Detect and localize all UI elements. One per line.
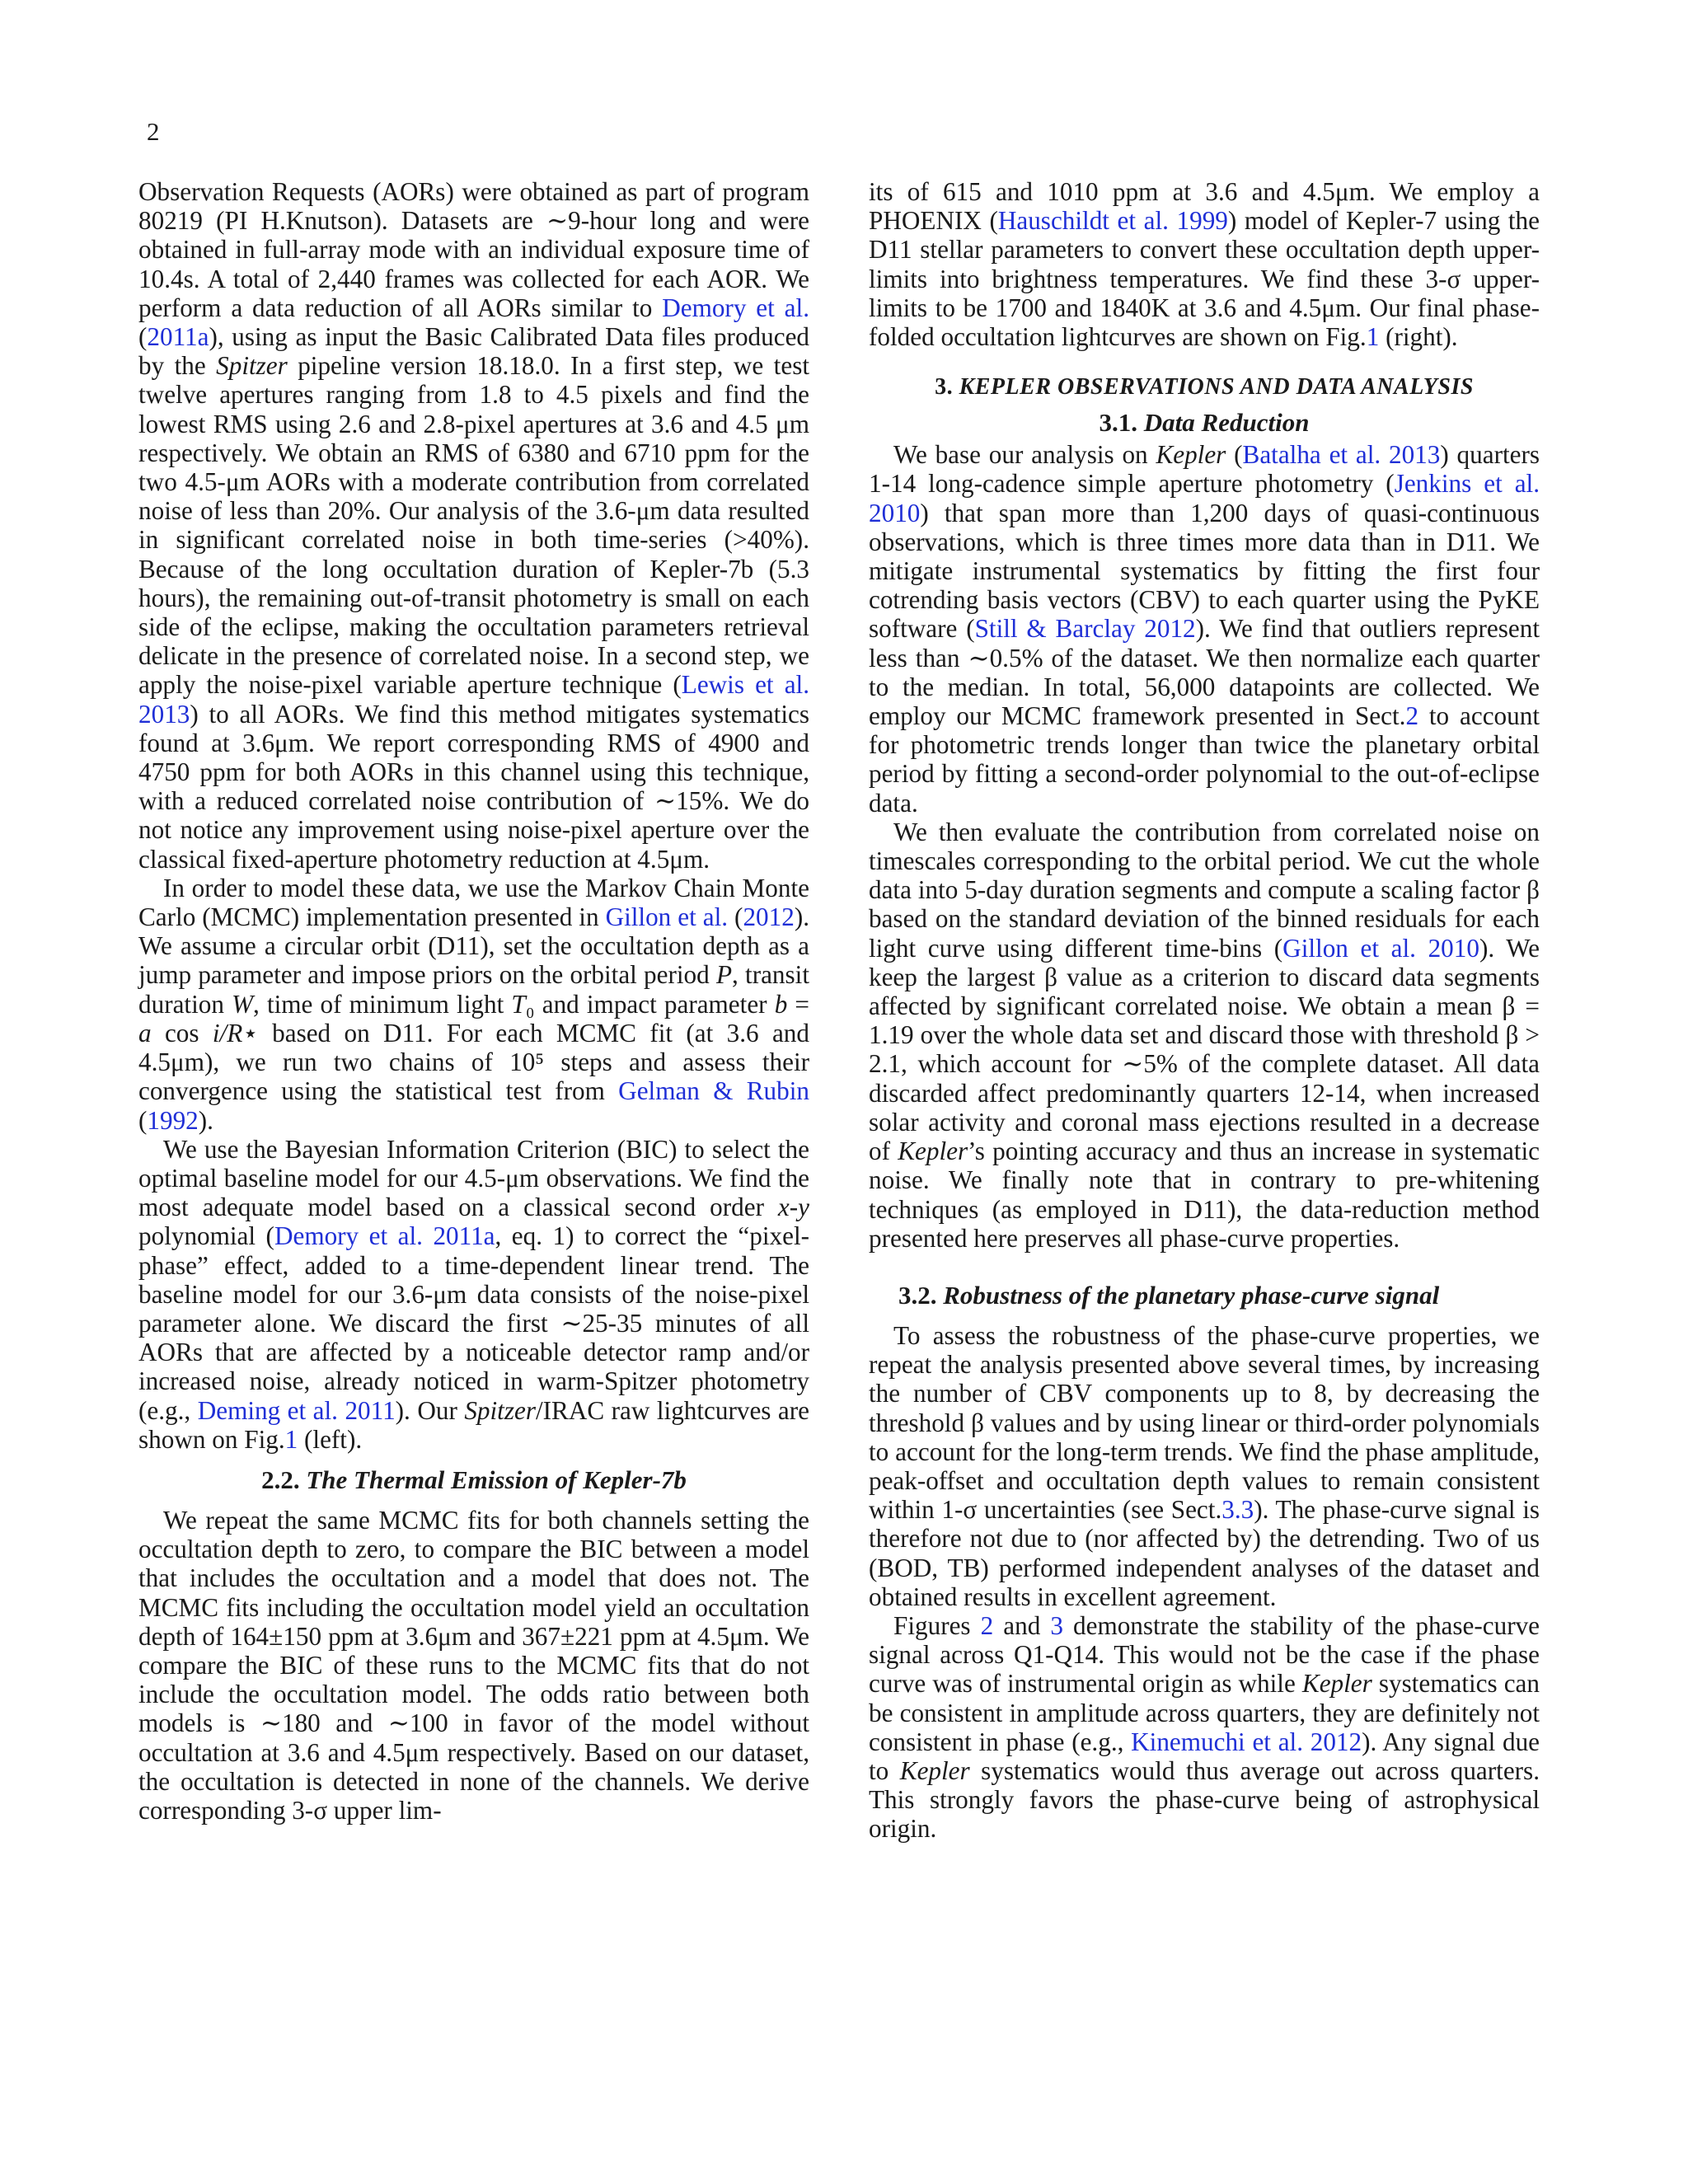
emphasis-text: Spitzer bbox=[464, 1395, 536, 1425]
citation-link[interactable]: Gelman & Rubin bbox=[618, 1076, 809, 1106]
citation-link[interactable]: 2 bbox=[980, 1610, 994, 1640]
text-run: ) to all AORs. We find this method mitigates systematics found at 3.6μm. We report corresponding RMS of 4900 and 4750 ppm for both AORs in this channel using this technique, with a reduced correlated noise contribution of ∼15%. We do not notice any improvement using noise-pixel aperture over the classical fixed-aperture photometry reduction at 4.5μm. bbox=[138, 699, 809, 874]
text-run: Figures bbox=[893, 1610, 981, 1640]
text-run: ( bbox=[1226, 440, 1243, 470]
text-run: ). Any signal due to bbox=[869, 1727, 1540, 1785]
emphasis-text: Spitzer bbox=[216, 351, 288, 381]
text-run: cos bbox=[151, 1018, 213, 1047]
section-title: The Thermal Emission of Kepler-7b bbox=[306, 1465, 687, 1494]
paragraph bbox=[869, 1611, 1540, 1844]
section-number: 3.1. bbox=[1099, 408, 1138, 438]
emphasis-text: x-y bbox=[777, 1193, 809, 1222]
emphasis-text: i/R bbox=[212, 1018, 243, 1047]
citation-link[interactable]: 2011a bbox=[147, 322, 209, 352]
text-run: , transit duration bbox=[138, 960, 809, 1019]
section-title: Data Reduction bbox=[1143, 408, 1310, 438]
text-run: ), using as input the Basic Calibrated Data files produced by the bbox=[138, 322, 809, 381]
citation-link[interactable]: Kinemuchi et al. 2012 bbox=[1131, 1727, 1362, 1756]
emphasis-text: T bbox=[511, 989, 526, 1019]
citation-link[interactable]: 3.3 bbox=[1221, 1495, 1254, 1525]
citation-link[interactable]: Demory et al. bbox=[662, 293, 809, 322]
citation-link[interactable]: Deming et al. 2011 bbox=[197, 1395, 396, 1425]
citation-link[interactable]: Jenkins et al. 2010 bbox=[869, 469, 1540, 527]
citation-link[interactable]: Demory et al. 2011a bbox=[274, 1221, 495, 1251]
citation-link[interactable]: 1992 bbox=[147, 1105, 199, 1135]
text-run: ( bbox=[138, 322, 148, 352]
subsection-heading bbox=[869, 408, 1540, 437]
subsection-heading bbox=[869, 1281, 1540, 1310]
text-run: ). Our bbox=[395, 1395, 465, 1425]
paragraph bbox=[138, 874, 809, 1135]
citation-link[interactable]: 2 bbox=[1405, 701, 1419, 731]
paragraph bbox=[869, 440, 1540, 818]
section-title: Robustness of the planetary phase-curve signal bbox=[943, 1280, 1440, 1310]
text-run: (left). bbox=[298, 1424, 363, 1454]
citation-link[interactable]: Lewis et al. 2013 bbox=[138, 670, 809, 729]
emphasis-text: Kepler bbox=[898, 1137, 968, 1166]
text-run: In order to model these data, we use the Markov Chain Monte Carlo (MCMC) implementation presented in bbox=[138, 873, 809, 932]
section-number: 2.2. bbox=[261, 1465, 300, 1494]
citation-link[interactable]: Gillon et al. 2010 bbox=[1282, 933, 1479, 963]
emphasis-text: Kepler bbox=[1301, 1669, 1372, 1699]
paragraph bbox=[869, 1321, 1540, 1611]
citation-link[interactable]: Hauschildt et al. 1999 bbox=[997, 206, 1228, 236]
text-run: ). We assume a circular orbit (D11), set the occultation depth as a jump parameter and impose priors on the orbital period bbox=[138, 902, 809, 990]
emphasis-text: P bbox=[715, 960, 733, 990]
citation-link[interactable]: Still & Barclay 2012 bbox=[974, 614, 1196, 644]
text-run: /IRAC raw lightcurves are shown on Fig. bbox=[138, 1395, 809, 1454]
subsection-heading bbox=[138, 1465, 809, 1494]
left-column bbox=[138, 177, 809, 1825]
section-heading bbox=[869, 373, 1540, 401]
paragraph bbox=[869, 818, 1540, 1253]
text-run: = bbox=[787, 989, 809, 1019]
emphasis-text: Kepler bbox=[899, 1755, 970, 1785]
emphasis-text: Kepler bbox=[1156, 440, 1226, 470]
text-run: pipeline version 18.18.0. In a first step, we test twelve apertures ranging from 1.8 to 4.5 pixels and find the lowest RMS using 2.6 and 2.8-pixel apertures at 3.6 and 4.5 μm respectively. We obtain an RMS of 6380 and 6710 ppm for the two 4.5-μm AORs with a moderate contribution from correlated noise of less than 20%. Our analysis of the 3.6-μm data resulted in significant correlated noise in both time-series (>40%). Because of the long occultation duration of Kepler-7b (5.3 hours), the remaining out-of-transit photometry is small on each side of the eclipse, making the occultation parameters retrieval delicate in the presence of correlated noise. In a second step, we apply the noise-pixel variable aperture technique ( bbox=[138, 351, 809, 700]
text-run: ) that span more than 1,200 days of quasi-continuous observations, which is three times more data than in D11. We mitigate instrumental systematics by fitting the first four cotrending basis vectors (CBV) to each quarter using the PyKE software ( bbox=[869, 498, 1540, 644]
text-run: We repeat the same MCMC fits for both channels setting the occultation depth to zero, to compare the BIC between a model that includes the occultation and a model that does not. The MCMC fits including the occultation model yield an occultation depth of 164±150 ppm at 3.6μm and 367±221 ppm at 4.5μm. We compare the BIC of these runs to the MCMC fits that do not include the occultation model. The odds ratio between both models is ∼180 and ∼100 in favor of the model without occultation at 3.6 and 4.5μm respectively. Based on our dataset, the occultation is detected in none of the channels. We derive corresponding 3-σ upper lim- bbox=[138, 1505, 809, 1825]
text-run: We then evaluate the contribution from correlated noise on timescales corresponding to the orbital period. We cut the whole data into 5-day duration segments and compute a scaling factor β based on the standard deviation of the binned residuals for each light curve using different time-bins ( bbox=[869, 817, 1540, 963]
text-run: and bbox=[993, 1610, 1051, 1640]
text-run: We use the Bayesian Information Criterion (BIC) to select the optimal baseline model for our 4.5-μm observations. We find the most adequate model based on a classical second order bbox=[138, 1134, 809, 1222]
text-run: , time of minimum light bbox=[253, 989, 512, 1019]
text-run: ). We keep the largest β value as a criterion to discard data segments affected by significant correlated noise. We obtain a mean β = 1.19 over the whole data set and discard those with threshold β > 2.1, which account for ∼5% of the complete dataset. All data discarded affect predominantly quarters 12-14, when increased solar activity and coronal mass ejections resulted in a decrease of bbox=[869, 933, 1540, 1166]
right-column bbox=[869, 177, 1540, 1844]
text-run: ). The phase-curve signal is therefore not due to (nor affected by) the detrending. Two of us (BOD, TB) performed independent analyses of the dataset and obtained results in excellent agreement. bbox=[869, 1495, 1540, 1611]
text-run: , eq. 1) to correct the “pixel-phase” effect, added to a time-dependent linear trend. The baseline model for our 3.6-μm data consists of the noise-pixel parameter alone. We discard the first ∼25-35 minutes of all AORs that are affected by a noticeable detector ramp and/or increased noise, already noticed in warm-Spitzer photometry (e.g., bbox=[138, 1221, 810, 1425]
section-number: 3. bbox=[935, 374, 954, 401]
text-run: Observation Requests (AORs) were obtained as part of program 80219 (PI H.Knutson). Datasets are ∼9-hour long and were obtained in full-array mode with an individual exposure time of 10.4s. A total of 2,440 frames was collected for each AOR. We perform a data reduction of all AORs similar to bbox=[138, 177, 809, 322]
paragraph bbox=[138, 1135, 809, 1454]
text-run: (right). bbox=[1379, 322, 1458, 352]
text-run: ’s pointing accuracy and thus an increase in systematic noise. We finally note that in contrary to pre-whitening techniques (as employed in D11), the data-reduction method presented here preserves all phase-curve properties. bbox=[869, 1137, 1540, 1253]
text-run: ⋆ based on D11. For each MCMC fit (at 3.6 and 4.5μm), we run two chains of 10⁵ steps and assess their convergence using the statistical test from bbox=[138, 1018, 809, 1106]
paragraph bbox=[138, 177, 809, 874]
emphasis-text: a bbox=[138, 1018, 152, 1047]
text-run: systematics can be consistent in amplitude across quarters, they are definitely not consistent in phase (e.g., bbox=[869, 1669, 1540, 1756]
text-run: polynomial ( bbox=[138, 1221, 274, 1251]
text-run: to account for photometric trends longer than twice the planetary orbital period by fitting a second-order polynomial to the out-of-eclipse data. bbox=[869, 701, 1540, 818]
text-run: To assess the robustness of the phase-curve properties, we repeat the analysis presented above several times, by increasing the number of CBV components up to 8, by decreasing the threshold β values and by using linear or third-order polynomials to account for the long-term trends. We find the phase amplitude, peak-offset and occultation depth values to remain consistent within 1-σ uncertainties (see Sect. bbox=[869, 1320, 1540, 1525]
text-run: ) model of Kepler-7 using the D11 stellar parameters to convert these occultation depth upper-limits into brightness temperatures. We find these 3-σ upper-limits to be 1700 and 1840K at 3.6 and 4.5μm. Our final phase-folded occultation lightcurves are shown on Fig. bbox=[869, 206, 1540, 352]
text-run: ). We find that outliers represent less than ∼0.5% of the dataset. We then normalize each quarter to the median. In total, 56,000 datapoints are collected. We employ our MCMC framework presented in Sect. bbox=[869, 614, 1540, 731]
citation-link[interactable]: Gillon et al. bbox=[605, 902, 729, 932]
text-run: ( bbox=[728, 902, 743, 932]
citation-link[interactable]: 2012 bbox=[743, 902, 795, 932]
text-run: systematics would thus average out across quarters. This strongly favors the phase-curve being of astrophysical origin. bbox=[869, 1755, 1540, 1844]
citation-link[interactable]: 1 bbox=[1366, 322, 1380, 352]
citation-link[interactable]: Batalha et al. 2013 bbox=[1242, 440, 1441, 470]
text-run: its of 615 and 1010 ppm at 3.6 and 4.5μm. We employ a PHOENIX ( bbox=[869, 177, 1540, 236]
text-run: ). bbox=[198, 1105, 213, 1135]
paragraph bbox=[869, 177, 1540, 351]
paragraph bbox=[138, 1506, 809, 1825]
text-run: ₀ and impact parameter bbox=[525, 989, 775, 1019]
emphasis-text: W bbox=[232, 989, 254, 1019]
text-run: We base our analysis on bbox=[893, 440, 1156, 470]
emphasis-text: b bbox=[774, 989, 788, 1019]
page-number: 2 bbox=[147, 117, 160, 146]
citation-link[interactable]: 3 bbox=[1050, 1610, 1063, 1640]
text-run: ( bbox=[138, 1105, 148, 1135]
section-number: 3.2. bbox=[898, 1280, 937, 1310]
section-title: KEPLER OBSERVATIONS AND DATA ANALYSIS bbox=[959, 374, 1474, 401]
citation-link[interactable]: 1 bbox=[284, 1424, 298, 1454]
text-run: ) quarters 1-14 long-cadence simple aperture photometry ( bbox=[869, 440, 1540, 499]
text-run: demonstrate the stability of the phase-curve signal across Q1-Q14. This would not be the case if the phase curve was of instrumental origin as while bbox=[869, 1610, 1540, 1699]
